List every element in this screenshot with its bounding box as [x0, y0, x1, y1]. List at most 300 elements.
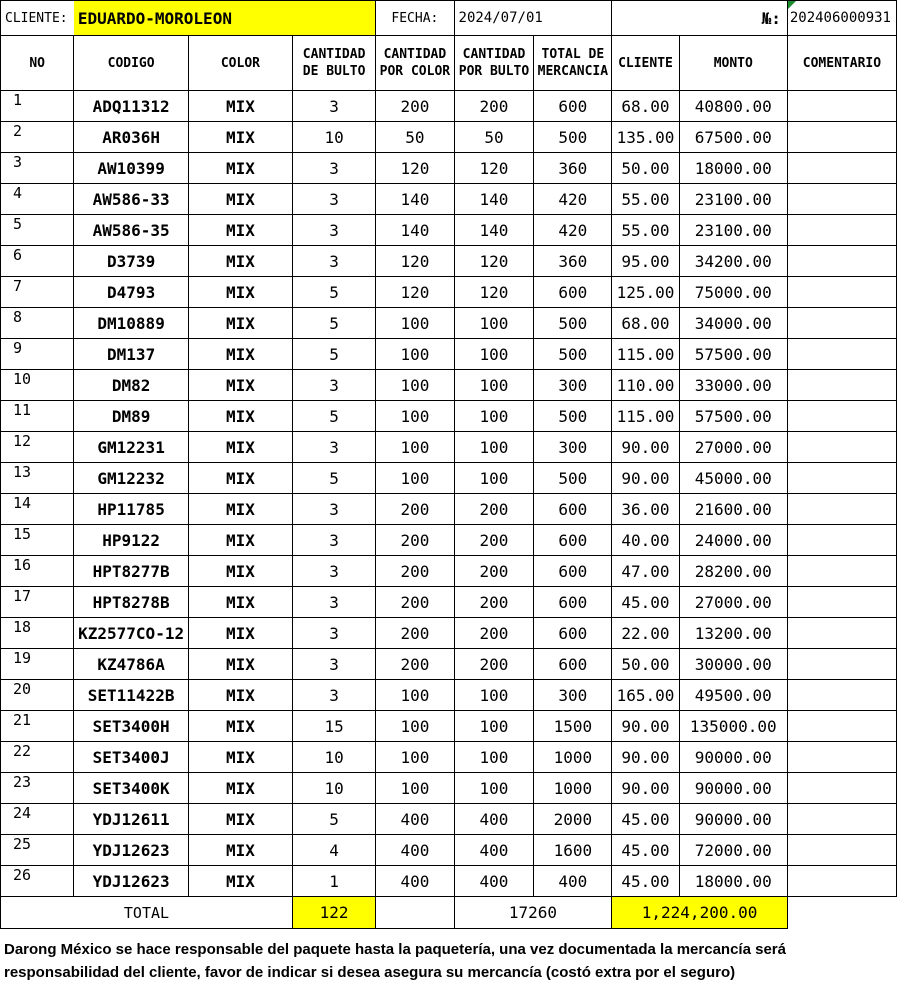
- row-codigo: ADQ11312: [74, 91, 189, 122]
- row-cantidad-bulto: 3: [292, 587, 375, 618]
- row-cantidad-por-bulto: 100: [454, 401, 534, 432]
- row-cantidad-por-bulto: 50: [454, 122, 534, 153]
- row-cantidad-por-bulto: 100: [454, 308, 534, 339]
- row-cantidad-color: 200: [376, 91, 454, 122]
- row-monto: 24000.00: [679, 525, 787, 556]
- row-monto: 67500.00: [679, 122, 787, 153]
- row-no: 6: [1, 246, 74, 277]
- row-cantidad-por-bulto: 120: [454, 246, 534, 277]
- row-total-mercancia: 600: [534, 587, 612, 618]
- row-color: MIX: [188, 184, 292, 215]
- row-total-mercancia: 500: [534, 122, 612, 153]
- row-cliente: 90.00: [612, 742, 679, 773]
- row-total-mercancia: 600: [534, 525, 612, 556]
- row-total-mercancia: 420: [534, 184, 612, 215]
- row-cantidad-bulto: 10: [292, 122, 375, 153]
- table-row: [1, 494, 897, 525]
- row-cantidad-color: 140: [376, 215, 454, 246]
- row-cantidad-bulto: 3: [292, 215, 375, 246]
- row-cliente: 135.00: [612, 122, 679, 153]
- row-no: 1: [1, 91, 74, 122]
- row-cantidad-por-bulto: 120: [454, 277, 534, 308]
- table-row: [1, 277, 897, 308]
- row-codigo: GM12231: [74, 432, 189, 463]
- row-codigo: HP11785: [74, 494, 189, 525]
- row-no: 2: [1, 122, 74, 153]
- row-comentario[interactable]: [787, 184, 896, 215]
- row-cantidad-color: 100: [376, 463, 454, 494]
- row-total-mercancia: 600: [534, 618, 612, 649]
- col-no: NO: [1, 36, 74, 91]
- col-total-mercancia: TOTAL DE MERCANCIA: [534, 36, 612, 91]
- row-cliente: 115.00: [612, 401, 679, 432]
- row-comentario[interactable]: [787, 587, 896, 618]
- row-codigo: DM89: [74, 401, 189, 432]
- row-cantidad-bulto: 3: [292, 432, 375, 463]
- row-cliente: 90.00: [612, 711, 679, 742]
- row-color: MIX: [188, 277, 292, 308]
- row-cliente: 47.00: [612, 556, 679, 587]
- row-color: MIX: [188, 401, 292, 432]
- row-no: 21: [1, 711, 74, 742]
- row-cantidad-por-bulto: 400: [454, 804, 534, 835]
- row-cliente: 50.00: [612, 153, 679, 184]
- table-row: [1, 432, 897, 463]
- row-no: 14: [1, 494, 74, 525]
- col-cantidad-bulto: CANTIDAD DE BULTO: [292, 36, 375, 91]
- table-row: [1, 339, 897, 370]
- row-total-mercancia: 420: [534, 215, 612, 246]
- row-cantidad-por-bulto: 100: [454, 742, 534, 773]
- row-codigo: HP9122: [74, 525, 189, 556]
- row-total-mercancia: 1600: [534, 835, 612, 866]
- row-cantidad-por-bulto: 140: [454, 215, 534, 246]
- row-monto: 135000.00: [679, 711, 787, 742]
- footer-note: Darong México se hace responsable del paquete hasta la paquetería, una vez documentada la mercancía será responsabilidad del cliente, favor de indicar si desea asegura su mercancía (costó extra por el seguro): [4, 941, 786, 981]
- row-no: 4: [1, 184, 74, 215]
- row-cliente: 40.00: [612, 525, 679, 556]
- row-codigo: AR036H: [74, 122, 189, 153]
- row-cantidad-por-bulto: 200: [454, 556, 534, 587]
- row-color: MIX: [188, 432, 292, 463]
- numero-value-cell[interactable]: [787, 1, 896, 36]
- row-comentario[interactable]: [787, 773, 896, 804]
- row-color: MIX: [188, 91, 292, 122]
- row-cliente: 55.00: [612, 184, 679, 215]
- row-color: MIX: [188, 742, 292, 773]
- row-monto: 90000.00: [679, 773, 787, 804]
- row-monto: 75000.00: [679, 277, 787, 308]
- row-cantidad-color: 100: [376, 680, 454, 711]
- table-row: [1, 308, 897, 339]
- row-color: MIX: [188, 463, 292, 494]
- header-row: [1, 1, 897, 36]
- row-total-mercancia: 360: [534, 153, 612, 184]
- row-no: 18: [1, 618, 74, 649]
- row-comentario[interactable]: [787, 432, 896, 463]
- row-cliente: 45.00: [612, 804, 679, 835]
- row-cantidad-por-bulto: 100: [454, 339, 534, 370]
- table-row: [1, 835, 897, 866]
- table-row: [1, 866, 897, 897]
- total-mercancia: 17260: [454, 897, 612, 929]
- row-cantidad-bulto: 5: [292, 401, 375, 432]
- row-total-mercancia: 1000: [534, 742, 612, 773]
- numero-value: 202406000931: [789, 10, 891, 26]
- row-codigo: GM12232: [74, 463, 189, 494]
- col-comentario: COMENTARIO: [787, 36, 896, 91]
- row-comentario[interactable]: [787, 711, 896, 742]
- row-cantidad-color: 100: [376, 711, 454, 742]
- row-codigo: SET11422B: [74, 680, 189, 711]
- row-cantidad-por-bulto: 100: [454, 463, 534, 494]
- row-no: 23: [1, 773, 74, 804]
- row-comentario[interactable]: [787, 556, 896, 587]
- row-no: 20: [1, 680, 74, 711]
- row-total-mercancia: 500: [534, 401, 612, 432]
- row-cliente: 110.00: [612, 370, 679, 401]
- row-cantidad-por-bulto: 100: [454, 370, 534, 401]
- row-cantidad-color: 200: [376, 587, 454, 618]
- row-color: MIX: [188, 711, 292, 742]
- row-monto: 23100.00: [679, 215, 787, 246]
- row-comentario[interactable]: [787, 401, 896, 432]
- row-cliente: 36.00: [612, 494, 679, 525]
- row-cantidad-por-bulto: 200: [454, 91, 534, 122]
- col-monto: MONTO: [679, 36, 787, 91]
- col-cantidad-color: CANTIDAD POR COLOR: [376, 36, 454, 91]
- row-no: 16: [1, 556, 74, 587]
- row-cantidad-por-bulto: 100: [454, 680, 534, 711]
- row-total-mercancia: 600: [534, 91, 612, 122]
- row-color: MIX: [188, 215, 292, 246]
- row-cantidad-bulto: 3: [292, 370, 375, 401]
- row-cliente: 45.00: [612, 835, 679, 866]
- row-comentario[interactable]: [787, 866, 896, 897]
- row-comentario[interactable]: [787, 277, 896, 308]
- row-comentario[interactable]: [787, 525, 896, 556]
- table-row: [1, 556, 897, 587]
- row-no: 10: [1, 370, 74, 401]
- row-monto: 33000.00: [679, 370, 787, 401]
- row-total-mercancia: 500: [534, 463, 612, 494]
- fecha-value[interactable]: 2024/07/01: [454, 1, 612, 36]
- table-row: [1, 215, 897, 246]
- row-cantidad-bulto: 5: [292, 339, 375, 370]
- row-monto: 90000.00: [679, 804, 787, 835]
- row-cantidad-por-bulto: 140: [454, 184, 534, 215]
- row-cantidad-color: 100: [376, 742, 454, 773]
- row-monto: 45000.00: [679, 463, 787, 494]
- row-no: 15: [1, 525, 74, 556]
- row-codigo: DM10889: [74, 308, 189, 339]
- table-row: [1, 711, 897, 742]
- row-cantidad-color: 400: [376, 835, 454, 866]
- row-cantidad-bulto: 4: [292, 835, 375, 866]
- table-row: [1, 587, 897, 618]
- cliente-value[interactable]: EDUARDO-MOROLEON: [74, 1, 376, 36]
- row-no: 25: [1, 835, 74, 866]
- row-cliente: 95.00: [612, 246, 679, 277]
- row-monto: 28200.00: [679, 556, 787, 587]
- row-cantidad-color: 140: [376, 184, 454, 215]
- row-cantidad-por-bulto: 200: [454, 587, 534, 618]
- row-color: MIX: [188, 308, 292, 339]
- row-codigo: KZ4786A: [74, 649, 189, 680]
- row-monto: 34000.00: [679, 308, 787, 339]
- row-codigo: AW586-33: [74, 184, 189, 215]
- row-monto: 18000.00: [679, 866, 787, 897]
- row-no: 22: [1, 742, 74, 773]
- col-cantidad-por-bulto: CANTIDAD POR BULTO: [454, 36, 534, 91]
- row-total-mercancia: 600: [534, 649, 612, 680]
- row-no: 26: [1, 866, 74, 897]
- cliente-label: CLIENTE:: [1, 1, 74, 36]
- row-color: MIX: [188, 649, 292, 680]
- row-color: MIX: [188, 525, 292, 556]
- table-row: [1, 122, 897, 153]
- row-cantidad-bulto: 5: [292, 463, 375, 494]
- row-cantidad-color: 200: [376, 556, 454, 587]
- table-row: [1, 91, 897, 122]
- row-no: 19: [1, 649, 74, 680]
- row-cantidad-color: 120: [376, 277, 454, 308]
- row-cantidad-color: 100: [376, 773, 454, 804]
- row-color: MIX: [188, 773, 292, 804]
- table-row: [1, 742, 897, 773]
- row-codigo: D3739: [74, 246, 189, 277]
- row-cantidad-color: 100: [376, 339, 454, 370]
- row-total-mercancia: 500: [534, 308, 612, 339]
- total-bulto: 122: [292, 897, 375, 929]
- table-row: [1, 401, 897, 432]
- row-no: 7: [1, 277, 74, 308]
- row-color: MIX: [188, 494, 292, 525]
- row-monto: 27000.00: [679, 432, 787, 463]
- table-row: [1, 463, 897, 494]
- row-color: MIX: [188, 835, 292, 866]
- row-codigo: YDJ12623: [74, 835, 189, 866]
- total-empty-2: [787, 897, 896, 929]
- row-cantidad-bulto: 15: [292, 711, 375, 742]
- row-total-mercancia: 1500: [534, 711, 612, 742]
- row-codigo: SET3400J: [74, 742, 189, 773]
- row-comentario[interactable]: [787, 339, 896, 370]
- row-monto: 23100.00: [679, 184, 787, 215]
- row-monto: 49500.00: [679, 680, 787, 711]
- row-cantidad-bulto: 1: [292, 866, 375, 897]
- row-total-mercancia: 300: [534, 370, 612, 401]
- row-cantidad-bulto: 3: [292, 494, 375, 525]
- row-cantidad-bulto: 10: [292, 742, 375, 773]
- row-no: 24: [1, 804, 74, 835]
- row-cliente: 55.00: [612, 215, 679, 246]
- row-cantidad-por-bulto: 200: [454, 494, 534, 525]
- row-no: 3: [1, 153, 74, 184]
- row-codigo: D4793: [74, 277, 189, 308]
- row-codigo: SET3400H: [74, 711, 189, 742]
- row-codigo: HPT8277B: [74, 556, 189, 587]
- row-no: 12: [1, 432, 74, 463]
- table-row: [1, 773, 897, 804]
- row-color: MIX: [188, 587, 292, 618]
- row-color: MIX: [188, 122, 292, 153]
- row-cliente: 45.00: [612, 866, 679, 897]
- row-color: MIX: [188, 618, 292, 649]
- row-cliente: 45.00: [612, 587, 679, 618]
- row-cantidad-por-bulto: 100: [454, 711, 534, 742]
- numero-label: №:: [612, 1, 788, 36]
- row-codigo: AW586-35: [74, 215, 189, 246]
- row-codigo: HPT8278B: [74, 587, 189, 618]
- row-color: MIX: [188, 804, 292, 835]
- row-total-mercancia: 1000: [534, 773, 612, 804]
- row-cantidad-color: 200: [376, 494, 454, 525]
- row-cliente: 22.00: [612, 618, 679, 649]
- row-cliente: 68.00: [612, 308, 679, 339]
- row-monto: 30000.00: [679, 649, 787, 680]
- row-color: MIX: [188, 556, 292, 587]
- row-comentario[interactable]: [787, 742, 896, 773]
- row-cliente: 115.00: [612, 339, 679, 370]
- row-cantidad-color: 100: [376, 370, 454, 401]
- row-cantidad-color: 100: [376, 308, 454, 339]
- row-cantidad-bulto: 3: [292, 525, 375, 556]
- row-comentario[interactable]: [787, 649, 896, 680]
- row-monto: 13200.00: [679, 618, 787, 649]
- row-comentario[interactable]: [787, 463, 896, 494]
- row-cantidad-por-bulto: 120: [454, 153, 534, 184]
- row-cantidad-bulto: 3: [292, 153, 375, 184]
- table-row: [1, 618, 897, 649]
- row-comentario[interactable]: [787, 91, 896, 122]
- row-comentario[interactable]: [787, 494, 896, 525]
- row-cantidad-por-bulto: 400: [454, 866, 534, 897]
- row-cliente: 125.00: [612, 277, 679, 308]
- row-cliente: 68.00: [612, 91, 679, 122]
- row-monto: 40800.00: [679, 91, 787, 122]
- row-color: MIX: [188, 246, 292, 277]
- row-cantidad-bulto: 5: [292, 804, 375, 835]
- row-total-mercancia: 600: [534, 494, 612, 525]
- row-color: MIX: [188, 680, 292, 711]
- row-cantidad-bulto: 5: [292, 308, 375, 339]
- table-row: [1, 525, 897, 556]
- row-comentario[interactable]: [787, 153, 896, 184]
- row-comentario[interactable]: [787, 370, 896, 401]
- row-color: MIX: [188, 339, 292, 370]
- row-cliente: 90.00: [612, 773, 679, 804]
- row-cantidad-color: 200: [376, 618, 454, 649]
- table-row: [1, 680, 897, 711]
- row-no: 9: [1, 339, 74, 370]
- table-row: [1, 153, 897, 184]
- row-cantidad-color: 200: [376, 649, 454, 680]
- row-cantidad-bulto: 3: [292, 91, 375, 122]
- row-no: 11: [1, 401, 74, 432]
- row-codigo: KZ2577CO-12: [74, 618, 189, 649]
- row-codigo: DM137: [74, 339, 189, 370]
- row-cliente: 90.00: [612, 432, 679, 463]
- row-codigo: SET3400K: [74, 773, 189, 804]
- row-total-mercancia: 400: [534, 866, 612, 897]
- row-comentario[interactable]: [787, 680, 896, 711]
- row-comentario[interactable]: [787, 618, 896, 649]
- row-total-mercancia: 300: [534, 432, 612, 463]
- total-label: TOTAL: [1, 897, 293, 929]
- table-row: [1, 804, 897, 835]
- row-cliente: 165.00: [612, 680, 679, 711]
- row-color: MIX: [188, 866, 292, 897]
- row-monto: 72000.00: [679, 835, 787, 866]
- row-monto: 34200.00: [679, 246, 787, 277]
- row-cantidad-bulto: 3: [292, 649, 375, 680]
- row-cantidad-por-bulto: 100: [454, 432, 534, 463]
- row-monto: 27000.00: [679, 587, 787, 618]
- total-monto: 1,224,200.00: [612, 897, 788, 929]
- row-comentario[interactable]: [787, 308, 896, 339]
- column-header-row: [1, 36, 897, 91]
- row-no: 13: [1, 463, 74, 494]
- comment-marker-icon: [788, 1, 796, 9]
- row-color: MIX: [188, 153, 292, 184]
- row-comentario[interactable]: [787, 246, 896, 277]
- row-cantidad-por-bulto: 200: [454, 649, 534, 680]
- row-no: 17: [1, 587, 74, 618]
- row-comentario[interactable]: [787, 122, 896, 153]
- row-codigo: YDJ12611: [74, 804, 189, 835]
- col-cliente: CLIENTE: [612, 36, 679, 91]
- col-codigo: CODIGO: [74, 36, 189, 91]
- row-monto: 57500.00: [679, 401, 787, 432]
- row-no: 8: [1, 308, 74, 339]
- row-cantidad-por-bulto: 400: [454, 835, 534, 866]
- row-cantidad-color: 100: [376, 432, 454, 463]
- row-cantidad-color: 200: [376, 525, 454, 556]
- row-cantidad-bulto: 3: [292, 184, 375, 215]
- row-no: 5: [1, 215, 74, 246]
- row-total-mercancia: 500: [534, 339, 612, 370]
- table-row: [1, 370, 897, 401]
- row-comentario[interactable]: [787, 804, 896, 835]
- row-cantidad-color: 400: [376, 866, 454, 897]
- row-cantidad-por-bulto: 200: [454, 618, 534, 649]
- row-cantidad-color: 120: [376, 153, 454, 184]
- row-comentario[interactable]: [787, 835, 896, 866]
- row-cantidad-bulto: 5: [292, 277, 375, 308]
- row-cantidad-bulto: 3: [292, 680, 375, 711]
- row-comentario[interactable]: [787, 215, 896, 246]
- row-cantidad-bulto: 3: [292, 618, 375, 649]
- row-cantidad-color: 100: [376, 401, 454, 432]
- row-cantidad-color: 400: [376, 804, 454, 835]
- row-codigo: YDJ12623: [74, 866, 189, 897]
- table-row: [1, 246, 897, 277]
- row-cliente: 90.00: [612, 463, 679, 494]
- table-row: [1, 184, 897, 215]
- row-monto: 18000.00: [679, 153, 787, 184]
- row-monto: 21600.00: [679, 494, 787, 525]
- row-cantidad-bulto: 3: [292, 556, 375, 587]
- total-empty-1: [376, 897, 454, 929]
- row-total-mercancia: 360: [534, 246, 612, 277]
- col-color: COLOR: [188, 36, 292, 91]
- row-cliente: 50.00: [612, 649, 679, 680]
- row-cantidad-bulto: 10: [292, 773, 375, 804]
- row-total-mercancia: 2000: [534, 804, 612, 835]
- total-row: [1, 897, 897, 929]
- row-cantidad-por-bulto: 100: [454, 773, 534, 804]
